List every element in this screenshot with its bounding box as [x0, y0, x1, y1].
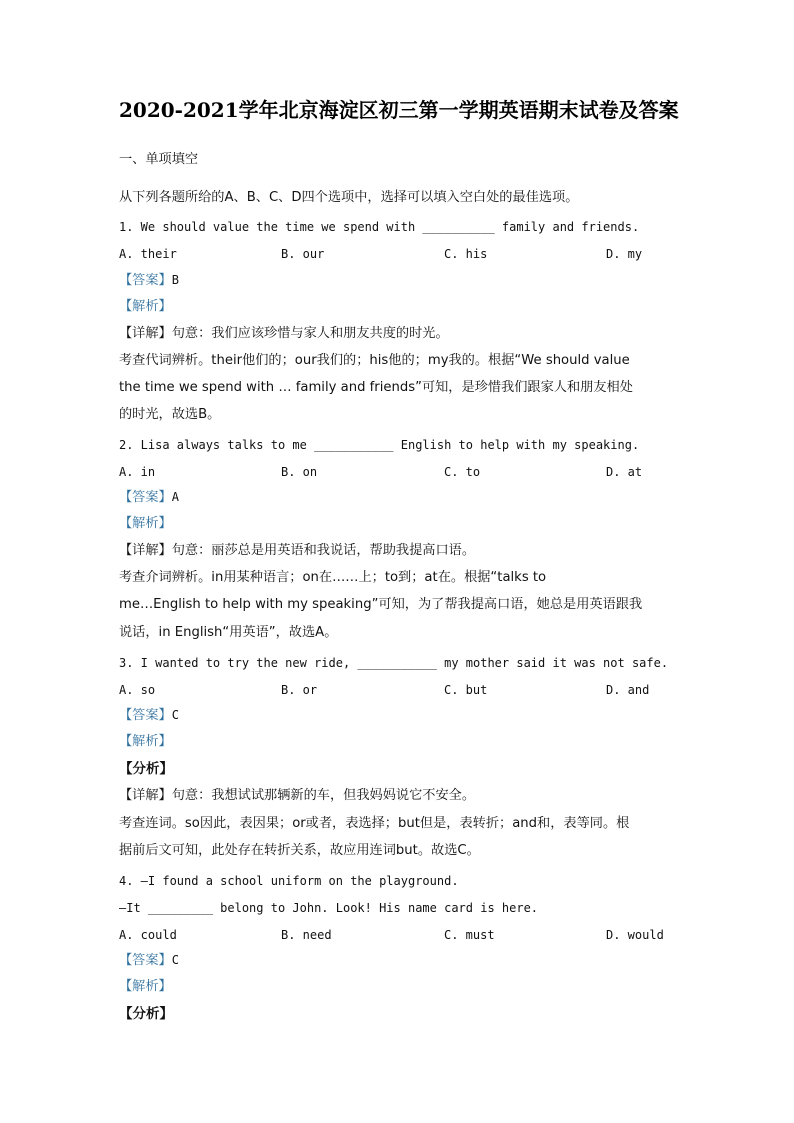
instructions: 从下列各题所给的A、B、C、D四个选项中，选择可以填入空白处的最佳选项。 [119, 190, 579, 205]
question-4-stem: 4. —I found a school uniform on the playground. [119, 874, 459, 888]
q4-option-a: A. could [119, 928, 177, 942]
q1-option-c: C. his [444, 247, 488, 261]
answer-value: B [171, 273, 179, 287]
q1-option-a: A. their [119, 247, 177, 261]
answer-label: 【答案】 [119, 273, 172, 288]
question-4-stem-line-2: —It _________ belong to John. Look! His name card is here. [119, 901, 539, 915]
q3-jiexi: 【解析】 [119, 734, 172, 749]
q2-detail: 【详解】句意：丽莎总是用英语和我说话，帮助我提高口语。 [119, 543, 476, 558]
q3-option-b: B. or [281, 683, 318, 697]
q4-option-c: C. must [444, 928, 495, 942]
answer-label: 【答案】 [119, 708, 172, 723]
q4-answer [119, 951, 179, 970]
q4-option-b: B. need [281, 928, 332, 942]
question-2-stem: 2. Lisa always talks to me ___________ English to help with my speaking. [119, 438, 640, 452]
q2-option-a: A. in [119, 465, 156, 479]
q3-fenxi: 【分析】 [119, 761, 173, 777]
q2-answer [119, 488, 179, 507]
q2-analysis-line: 说话，in English“用英语”，故选A。 [119, 625, 338, 640]
q2-option-c: C. to [444, 465, 481, 479]
q3-option-c: C. but [444, 683, 488, 697]
q2-option-d: D. at [606, 465, 643, 479]
q3-detail: 【详解】句意：我想试试那辆新的车，但我妈妈说它不安全。 [119, 788, 476, 803]
q1-option-d: D. my [606, 247, 643, 261]
q4-option-d: D. would [606, 928, 664, 942]
question-3-stem: 3. I wanted to try the new ride, ___________ my mother said it was not safe. [119, 656, 669, 670]
q3-option-a: A. so [119, 683, 156, 697]
q1-analysis-line: the time we spend with … family and friends”可知，是珍惜我们跟家人和朋友相处 [119, 380, 633, 395]
q1-jiexi: 【解析】 [119, 299, 172, 314]
q3-analysis-line: 考查连词。so因此，表因果；or或者，表选择；but但是，表转折；and和，表等同。根 [119, 816, 630, 831]
answer-label: 【答案】 [119, 490, 172, 505]
q1-detail: 【详解】句意：我们应该珍惜与家人和朋友共度的时光。 [119, 326, 449, 341]
q1-answer [119, 271, 179, 290]
q3-answer [119, 706, 179, 725]
answer-value: C [171, 953, 179, 967]
q1-analysis-line: 的时光，故选B。 [119, 407, 221, 422]
answer-value: A [171, 490, 179, 504]
q4-jiexi: 【解析】 [119, 979, 172, 994]
q3-option-d: D. and [606, 683, 650, 697]
q2-option-b: B. on [281, 465, 318, 479]
document-title: 2020-2021学年北京海淀区初三第一学期英语期末试卷及答案 [119, 98, 679, 122]
answer-label: 【答案】 [119, 953, 172, 968]
question-1-stem: 1. We should value the time we spend with __________ family and friends. [119, 220, 640, 234]
q1-analysis-line: 考查代词辨析。their他们的；our我们的；his他的；my我的。根据“We should value [119, 353, 630, 368]
q2-analysis-line: me…English to help with my speaking”可知，为了帮我提高口语，她总是用英语跟我 [119, 597, 643, 612]
q4-fenxi: 【分析】 [119, 1006, 173, 1022]
q1-option-b: B. our [281, 247, 325, 261]
q2-jiexi: 【解析】 [119, 516, 172, 531]
answer-value: C [171, 708, 179, 722]
section-heading: 一、单项填空 [119, 152, 199, 167]
q3-analysis-line: 据前后文可知，此处存在转折关系，故应用连词but。故选C。 [119, 843, 480, 858]
q2-analysis-line: 考查介词辨析。in用某种语言；on在……上；to到；at在。根据“talks to [119, 570, 547, 585]
